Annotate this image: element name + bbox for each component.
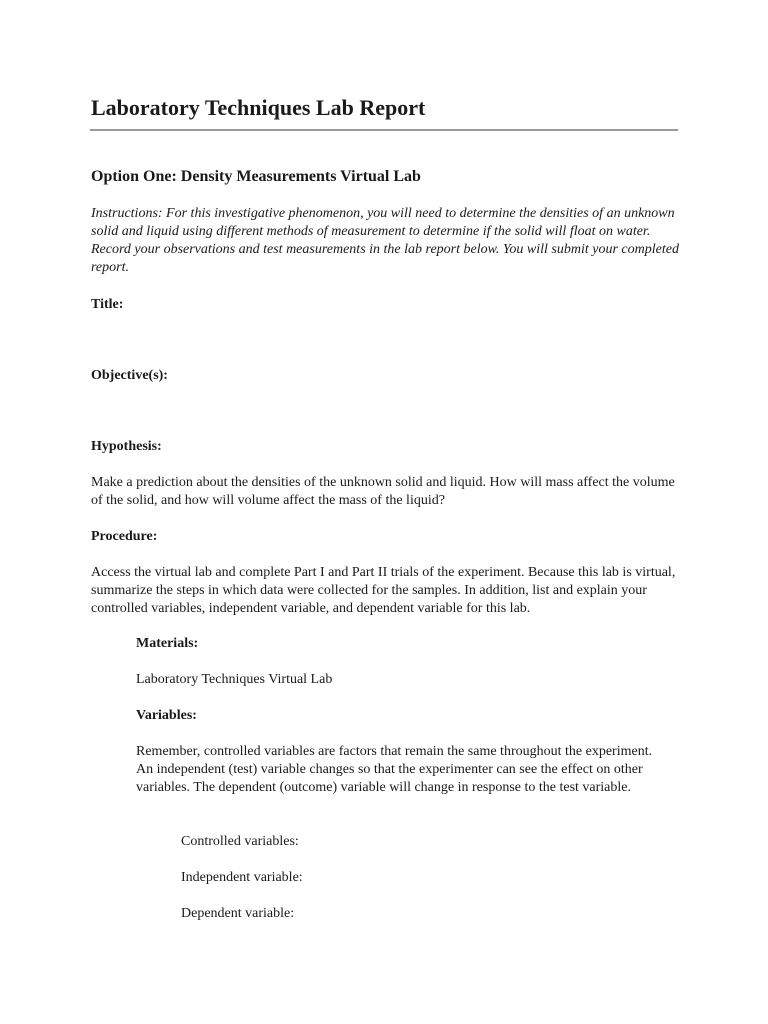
controlled-variables-label: Controlled variables: [181,834,299,849]
title-divider [90,129,678,131]
dependent-variable-label: Dependent variable: [181,906,295,921]
variables-label: Variables: [136,708,197,723]
option-heading: Option One: Density Measurements Virtual Lab [91,168,421,185]
document-title: Laboratory Techniques Lab Report [91,95,426,120]
hypothesis-label: Hypothesis: [91,439,162,454]
objectives-label: Objective(s): [91,368,168,383]
hypothesis-text: Make a prediction about the densities of the unknown solid and liquid. How will mass affect the volume of the solid, and how will volume affect the mass of the liquid? [91,475,675,508]
materials-text: Laboratory Techniques Virtual Lab [136,672,333,687]
procedure-label: Procedure: [91,529,158,544]
instructions-text: Instructions: For this investigative phenomenon, you will need to determine the densities of an unknown solid and liquid using different methods of measurement to determine if the solid will float on water. Record your observations and test measurements in the lab report below. You will submit your completed report. [91,206,679,275]
variables-text: Remember, controlled variables are factors that remain the same throughout the experiment. An independent (test) variable changes so that the experimenter can see the effect on other variables. The dependent (outcome) variable will change in response to the test variable. [136,744,653,795]
materials-label: Materials: [136,636,199,651]
independent-variable-label: Independent variable: [181,870,303,885]
title-label: Title: [91,297,124,312]
procedure-text: Access the virtual lab and complete Part I and Part II trials of the experiment. Because this lab is virtual, summarize the steps in which data were collected for the samples. In addition, list and explain your controlled variables, independent variable, and dependent variable for this lab. [91,565,676,616]
